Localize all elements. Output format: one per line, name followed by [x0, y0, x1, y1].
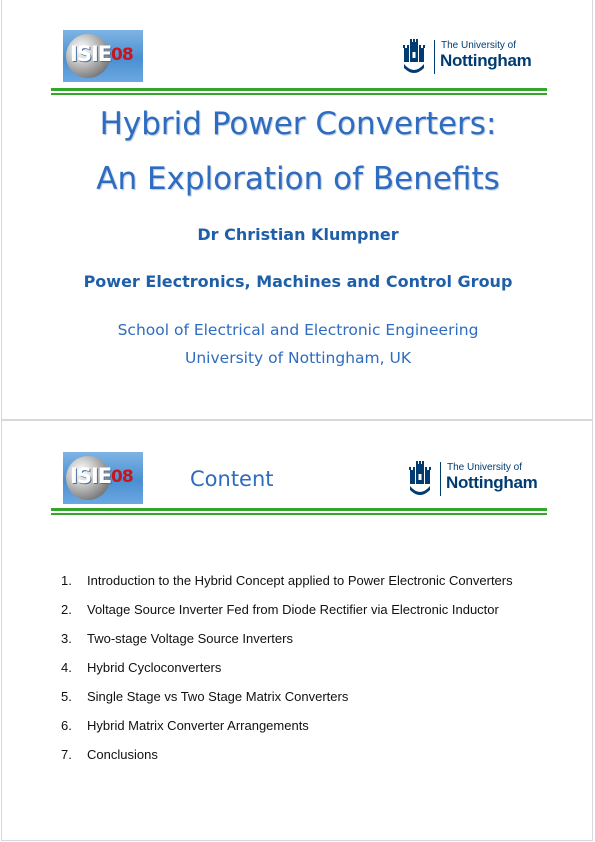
isie-logo-text: ISIE — [70, 464, 112, 488]
slide-title: Content — [190, 467, 274, 491]
logo-separator — [440, 462, 441, 496]
isie08-logo — [63, 30, 143, 82]
university-logo-line2: Nottingham — [440, 51, 532, 70]
school-name: School of Electrical and Electronic Engineering — [117, 321, 479, 339]
university-logo-line1: The University of — [447, 462, 523, 473]
castle-crest-icon — [408, 460, 432, 498]
university-of-nottingham-logo — [402, 38, 532, 78]
contents-list — [61, 573, 513, 776]
logo-separator — [434, 40, 435, 74]
list-item: 7. Conclusions — [61, 747, 158, 762]
research-group: Power Electronics, Machines and Control Group — [83, 272, 513, 291]
isie-logo-year: 08 — [111, 45, 133, 65]
isie-logo-year: 08 — [111, 467, 133, 487]
isie08-logo — [63, 452, 143, 504]
slide-title-line1: Hybrid Power Converters: — [99, 106, 497, 142]
content-slide — [1, 420, 593, 841]
university-of-nottingham-logo — [408, 460, 538, 500]
university-logo-line2: Nottingham — [446, 473, 538, 492]
title-slide — [1, 0, 593, 420]
list-item: 6. Hybrid Matrix Converter Arrangements — [61, 718, 309, 733]
list-item: 3. Two-stage Voltage Source Inverters — [61, 631, 293, 646]
list-item: 2. Voltage Source Inverter Fed from Diode Rectifier via Electronic Inductor — [61, 602, 499, 617]
university-name: University of Nottingham, UK — [185, 349, 411, 367]
list-item: 5. Single Stage vs Two Stage Matrix Converters — [61, 689, 349, 704]
university-logo-line1: The University of — [441, 40, 517, 51]
header-rule — [51, 88, 547, 95]
author-name: Dr Christian Klumpner — [197, 225, 399, 244]
slide-title-line2: An Exploration of Benefits — [96, 161, 500, 197]
header-rule — [51, 508, 547, 515]
isie-logo-text: ISIE — [70, 42, 112, 66]
list-item: 1. Introduction to the Hybrid Concept applied to Power Electronic Converters — [61, 573, 513, 588]
castle-crest-icon — [402, 38, 426, 76]
list-item: 4. Hybrid Cycloconverters — [61, 660, 222, 675]
